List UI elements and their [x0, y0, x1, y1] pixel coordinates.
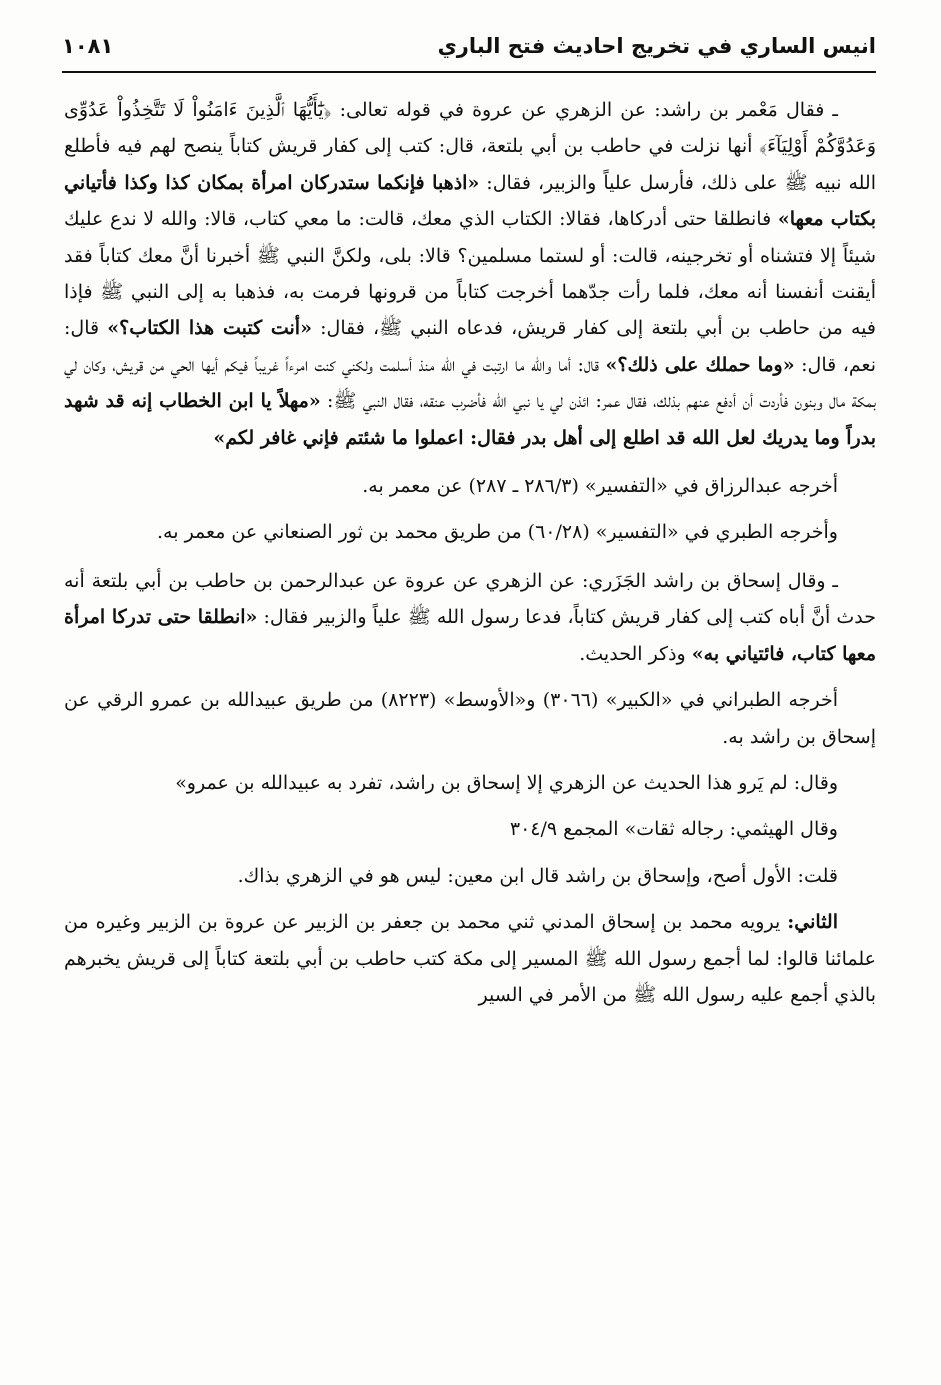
text-run: قال: أما والله ما ارتبت في الله منذ أسلمت ولكني كنت امرءاً غريباً فيكم أيها الحي من قريش، وكان لي بمكة مال وبنون فأردت أن أدفع عنهم بذلك، فقال عمر: ائذن لي يا نبي الله فأضرب عنقه، فقال النبي ﷺ: [64, 353, 876, 413]
hadith-quote: «أنت كتبت هذا الكتاب؟» [107, 317, 312, 340]
paragraph-mamar-narration [64, 92, 876, 456]
hadith-quote: «انطلقا حتى تدركا امرأة معها كتاب، فائتياني به» [64, 606, 876, 665]
page-header [62, 34, 876, 74]
paragraph-tabarani-remark: وقال: لم يَرو هذا الحديث عن الزهري إلا إسحاق بن راشد، تفرد به عبيدالله بن عمرو» [175, 771, 838, 794]
hadith-quote: «مهلاً يا ابن الخطاب إنه قد شهد بدراً وما يدريك لعل الله قد اطلع إلى أهل بدر فقال: اعملوا ما شئتم فإني غافر لكم» [64, 390, 876, 449]
header-rule [62, 71, 876, 73]
hadith-quote: «وما حملك على ذلك؟» [605, 353, 795, 376]
page-number: ١٠٨١ [62, 34, 114, 58]
paragraph-abdulrazzaq-citation: أخرجه عبدالرزاق في «التفسير» (٢٨٦/٣ ـ ٢٨٧) عن معمر به. [362, 475, 838, 498]
text-run: فانطلقا حتى أدركاها، فقالا: الكتاب الذي معك، قالت: ما معي كتاب، قالا: والله لا ندع عليك شيئاً إلا فتشناه أو تخرجينه، قالت: أو لستما مسلمين؟ قالا: بلى، ولكنَّ النبي ﷺ أخبرنا أنَّ معك كتاباً فقد أيقنت أنفسنا أنه معك، فلما رأت جدّهما أخرجت كتاباً من قرونها فرمت به، فذهبا به إلى النبي ﷺ فإذا فيه من حاطب بن أبي بلتعة إلى كفار قريش، فدعاه النبي ﷺ، فقال: [64, 208, 876, 340]
section-label: الثاني: [787, 911, 838, 934]
paragraph-haythami-remark: وقال الهيثمي: رجاله ثقات» المجمع ٣٠٤/٩ [509, 818, 838, 841]
body-text [64, 92, 876, 1013]
text-run: ـ فقال مَعْمر بن راشد: عن الزهري عن عروة في قوله تعالى: ﴿يَٰٓأَيُّهَا ٱلَّذِينَ ءَامَنُواْ لَا تَتَّخِذُواْ عَدُوِّى وَعَدُوَّكُمْ أَوْلِيَآءَ﴾ أنها نزلت في حاطب بن أبي بلتعة، قال: كتب إلى كفار قريش كتاباً ينصح لهم فيه فأطلع الله نبيه ﷺ على ذلك، فأرسل علياً والزبير، فقال: [64, 99, 877, 194]
paragraph-author-note: قلت: الأول أصح، وإسحاق بن راشد قال ابن معين: ليس هو في الزهري بذاك. [237, 864, 838, 887]
hadith-quote: «اذهبا فإنكما ستدركان امرأة بمكان كذا وكذا فأتياني بكتاب معها» [64, 171, 876, 231]
text-run: يرويه محمد بن إسحاق المدني ثني محمد بن جعفر بن الزبير عن عروة بن الزبير وغيره من علمائنا قالوا: لما أجمع رسول الله ﷺ المسير إلى مكة كتب حاطب بن أبي بلتعة كتاباً إلى قريش يخبرهم بالذي أجمع عليه رسول الله ﷺ من الأمر في السير [64, 911, 876, 1006]
paragraph-tabari-citation: وأخرجه الطبري في «التفسير» (٦٠/٢٨) من طريق محمد بن ثور الصنعاني عن معمر به. [157, 521, 838, 544]
text-run: قال: نعم، قال: [64, 317, 877, 376]
paragraph-second-route [64, 904, 876, 1013]
text-run: ـ وقال إسحاق بن راشد الجَزَري: عن الزهري عن عروة عن عبدالرحمن بن حاطب بن أبي بلتعة أنه حدث أنَّ أباه كتب إلى كفار قريش كتاباً، فدعا رسول الله ﷺ علياً والزبير فقال: [64, 569, 876, 629]
text-run: وذكر الحديث. [579, 642, 692, 665]
paragraph-tabarani-citation: أخرجه الطبراني في «الكبير» (٣٠٦٦) و«الأوسط» (٨٢٢٣) من طريق عبيدالله بن عمرو الرقي عن إسحاق بن راشد به. [64, 689, 876, 748]
running-title: انيس الساري في تخريج احاديث فتح الباري [437, 34, 876, 58]
paragraph-ishaq-narration [64, 563, 876, 672]
